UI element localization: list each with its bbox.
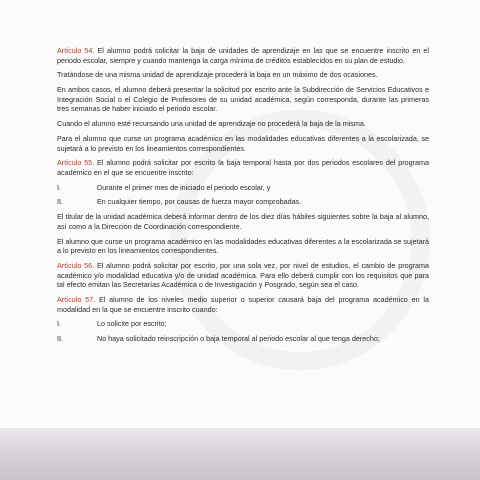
list-item-text: Durante el primer mes de iniciado el periodo escolar, y (97, 182, 271, 192)
article-54-label: Artículo 54. (57, 46, 95, 55)
article-57-text: El alumno de los niveles medio superior o superior causará baja del programa académico en la modalidad en la que se encuentre inscrito cuando: (57, 294, 429, 314)
list-item-number: I. (57, 182, 61, 192)
article-55-label: Artículo 55. (57, 158, 95, 168)
paragraph-titular: El titular de la unidad académica deberá informar dentro de los diez días hábiles siguientes sobre la baja al alumno, así como a la Dirección de Coordinación correspondiente. (57, 212, 429, 231)
article-56 (57, 261, 429, 290)
article-56-label: Artículo 56. (57, 260, 95, 270)
paragraph-cuando: Cuando el alumno esté recursando una unidad de aprendizaje no procederá la baja de la misma. (57, 119, 366, 129)
paragraph-para-el-alumno: Para el alumno que curse un programa académico en las modalidades educativas diferentes a la escolarizada, se sujetará a lo previsto en los lineamientos correspondientes. (57, 133, 429, 153)
article-55 (57, 158, 429, 177)
list-item-text: No haya solicitado reinscripción o baja temporal al periodo escolar al que tenga derecho; (97, 334, 380, 344)
list-item (57, 197, 429, 207)
list-item-number: II. (57, 334, 63, 344)
document-body (57, 46, 429, 349)
article-57-label: Artículo 57. (57, 294, 96, 304)
article-55-text: El alumno podrá solicitar por escrito la baja temporal hasta por dos periodos escolares del programa académico en el que se encuentre inscrito: (57, 158, 430, 177)
list-item-number: II. (57, 197, 63, 207)
list-item-number: I. (57, 319, 61, 329)
paragraph-el-alumno-que-curse: El alumno que curse un programa académico en las modalidades educativas diferentes a la escolarizada se sujetará a lo previsto en los lineamientos correspondientes. (57, 236, 429, 256)
list-item-text: Lo solicite por escrito; (97, 319, 167, 329)
page-bottom-edge (0, 428, 480, 480)
paragraph-tratandose: Tratándose de una misma unidad de aprendizaje procederá la baja en un máximo de dos ocasiones. (57, 70, 378, 80)
list-item (57, 334, 429, 344)
article-54 (57, 46, 429, 65)
article-56-text: El alumno podrá solicitar por escrito, por una sola vez, por nivel de estudios, el cambio de programa académico y/o modalidad educativa y/o de unidad académica. Para ello deberá cumplir con los requisitos que para tal efecto emitan las Secretarías Académica o de Investigación y Posgrado, según sea el caso. (57, 260, 429, 290)
paragraph-ambos-casos: En ambos casos, el alumno deberá presentar la solicitud por escrito ante la Subdirección de Servicios Educativos e Integración Social o el Colegio de Profesores de su unidad académica, según corresponda, durante las primeras tres semanas de haber iniciado el periodo escolar. (57, 85, 429, 114)
list-item-text: En cualquier tiempo, por causas de fuerza mayor comprobadas. (97, 197, 302, 207)
list-item (57, 183, 429, 193)
list-item (57, 319, 429, 329)
article-57 (57, 295, 429, 314)
article-54-text: El alumno podrá solicitar la baja de unidades de aprendizaje en las que se encuentre inscrito en el periodo escolar, siempre y cuando mantenga la carga mínima de créditos establecidos en su plan de estudio. (57, 46, 429, 65)
